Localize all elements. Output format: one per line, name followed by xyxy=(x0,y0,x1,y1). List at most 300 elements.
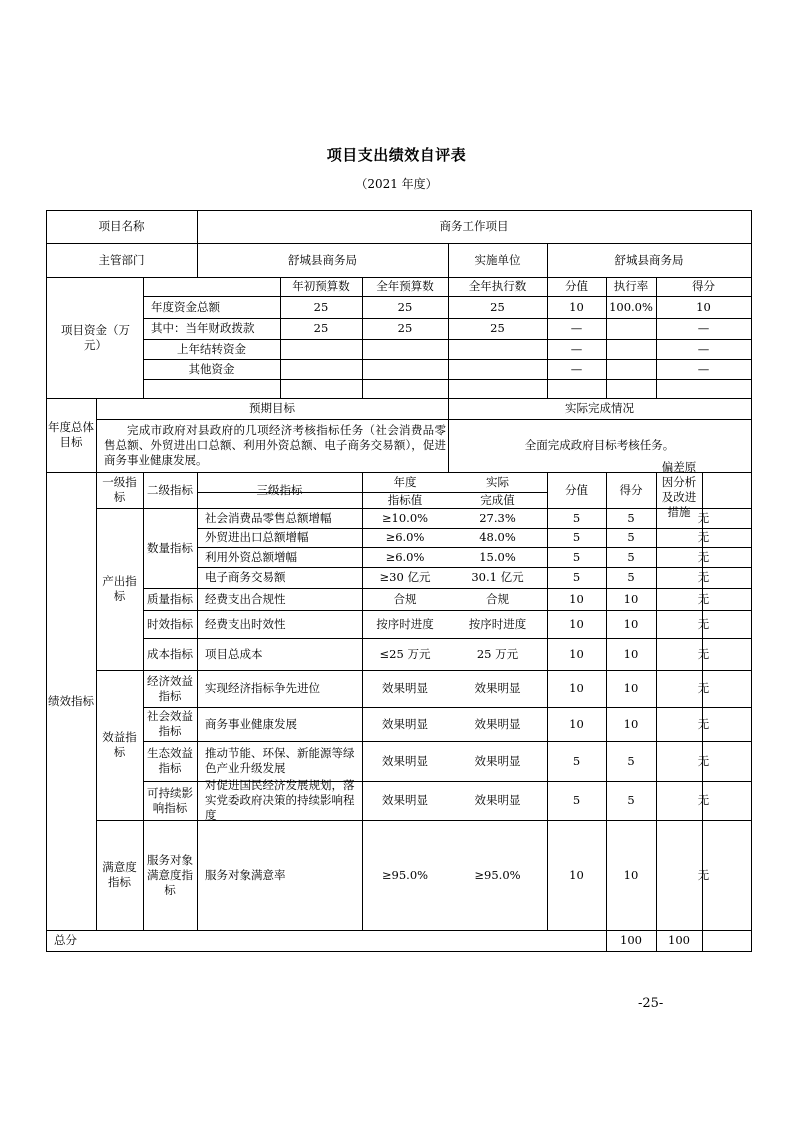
level3-cell-text: 项目总成本 xyxy=(205,646,263,661)
level2-cell xyxy=(145,820,195,930)
level1-cell-text: 满意度指标 xyxy=(102,860,137,889)
level3-cell xyxy=(199,670,360,707)
target-header-bottom-text: 指标值 xyxy=(387,492,423,507)
funds-header-2-text: 全年执行数 xyxy=(468,279,527,293)
funds-cell-text: 25 xyxy=(313,299,329,314)
funds-label xyxy=(54,277,137,398)
got-cell xyxy=(608,588,654,610)
funds-header-4 xyxy=(608,277,654,296)
got-cell xyxy=(608,508,654,528)
funds-cell-text: 10 xyxy=(696,299,711,314)
target-header-top xyxy=(364,472,446,492)
funds-row-label-text: 其中：当年财政拨款 xyxy=(151,321,255,335)
funds-row-label xyxy=(145,318,278,339)
level3-cell xyxy=(199,588,360,610)
funds-header-0 xyxy=(282,277,360,296)
level3-cell-text: 利用外资总额增幅 xyxy=(205,549,297,564)
got-cell xyxy=(608,670,654,707)
indicators-label-text: 绩效指标 xyxy=(48,693,94,708)
target-cell-text: 效果明显 xyxy=(382,681,428,695)
target-cell-text: ≥6.0% xyxy=(385,549,425,564)
table-rule xyxy=(362,277,363,399)
funds-cell xyxy=(549,339,604,359)
actual-cell xyxy=(450,781,545,820)
level1-cell xyxy=(98,508,141,670)
level2-cell-text: 可持续影响指标 xyxy=(147,785,193,815)
deviation-cell-text: 无 xyxy=(697,549,710,564)
got-cell xyxy=(608,567,654,588)
level3-cell-text: 推动节能、环保、新能源等绿色产业升级发展 xyxy=(205,746,355,775)
deviation-cell-text: 无 xyxy=(697,716,710,731)
level2-cell-text: 经济效益指标 xyxy=(147,673,193,703)
funds-cell-text: 25 xyxy=(397,321,413,335)
funds-cell xyxy=(549,296,604,318)
funds-cell xyxy=(364,339,446,359)
level3-cell xyxy=(199,741,360,781)
dept-value-text: 舒城县商务局 xyxy=(288,252,357,267)
target-cell-text: ≥6.0% xyxy=(385,530,425,544)
got-cell xyxy=(608,610,654,638)
performance-table xyxy=(46,210,751,951)
table-rule xyxy=(362,472,363,931)
document-title: 项目支出绩效自评表 xyxy=(326,146,467,164)
got-header xyxy=(608,472,654,508)
funds-header-1 xyxy=(364,277,446,296)
level2-cell xyxy=(145,508,195,588)
deviation-cell xyxy=(658,588,749,610)
deviation-header-text: 偏差原因分析及改进措施 xyxy=(661,460,697,519)
score-cell xyxy=(549,567,604,588)
funds-cell-text: — xyxy=(697,341,710,356)
actual-cell xyxy=(450,567,545,588)
level3-cell xyxy=(199,547,360,567)
target-cell xyxy=(364,610,446,638)
level3-cell xyxy=(199,707,360,741)
target-cell-text: 效果明显 xyxy=(382,753,428,768)
target-cell xyxy=(364,638,446,670)
funds-cell-text: — xyxy=(697,361,710,376)
table-rule xyxy=(448,277,449,399)
table-rule xyxy=(280,277,281,399)
funds-cell xyxy=(608,359,654,379)
funds-cell xyxy=(658,359,749,379)
deviation-cell-text: 无 xyxy=(697,646,710,661)
score-cell xyxy=(549,638,604,670)
actual-cell xyxy=(450,508,545,528)
score-cell xyxy=(549,741,604,781)
score-cell-text: 5 xyxy=(572,549,581,564)
actual-cell-text: 效果明显 xyxy=(474,681,521,695)
funds-header-3 xyxy=(549,277,604,296)
got-cell-text: 5 xyxy=(627,549,635,564)
funds-header-5 xyxy=(658,277,749,296)
funds-cell xyxy=(364,359,446,379)
deviation-cell-text: 无 xyxy=(697,591,710,606)
level2-cell-text: 生态效益指标 xyxy=(147,746,193,775)
target-cell-text: ≥10.0% xyxy=(381,510,429,525)
score-cell xyxy=(549,610,604,638)
funds-cell xyxy=(450,318,545,339)
score-cell-text: 5 xyxy=(572,570,581,584)
got-cell-text: 10 xyxy=(623,616,639,631)
actual-cell xyxy=(450,741,545,781)
actual-header-bottom-text: 完成值 xyxy=(480,492,515,507)
goals-label xyxy=(48,398,94,472)
actual-cell xyxy=(450,547,545,567)
unit-label-text: 实施单位 xyxy=(474,252,521,267)
score-cell xyxy=(549,547,604,567)
table-rule xyxy=(656,472,657,952)
got-cell-text: 10 xyxy=(623,716,639,731)
project-name-value-text: 商务工作项目 xyxy=(439,219,509,233)
total-got-text: 100 xyxy=(668,933,690,947)
funds-header-1-text: 全年预算数 xyxy=(376,279,434,293)
level2-header-text: 二级指标 xyxy=(147,482,193,497)
deviation-cell xyxy=(658,610,749,638)
dept-label xyxy=(48,243,195,277)
funds-header-2 xyxy=(450,277,545,296)
funds-cell xyxy=(450,296,545,318)
target-header-top-text: 年度 xyxy=(393,474,417,489)
funds-cell xyxy=(364,296,446,318)
level2-cell xyxy=(145,638,195,670)
level3-cell-text: 商务事业健康发展 xyxy=(205,716,297,731)
funds-cell xyxy=(608,339,654,359)
level3-cell xyxy=(199,638,360,670)
actual-result-label xyxy=(450,398,749,419)
actual-cell xyxy=(450,707,545,741)
level3-cell-text: 实现经济指标争先进位 xyxy=(205,681,320,695)
actual-header-top-text: 实际 xyxy=(486,474,509,489)
level3-cell-text: 经费支出合规性 xyxy=(205,591,286,606)
funds-cell xyxy=(282,296,360,318)
funds-cell-text: 25 xyxy=(490,321,505,335)
project-name-label-text: 项目名称 xyxy=(98,219,145,233)
table-right-border xyxy=(751,210,752,952)
got-cell-text: 5 xyxy=(627,510,635,525)
level2-cell-text: 数量指标 xyxy=(147,540,193,555)
level2-cell xyxy=(145,707,195,741)
target-cell-text: ≤25 万元 xyxy=(379,646,431,661)
got-cell xyxy=(608,781,654,820)
funds-row-label xyxy=(145,359,278,379)
actual-cell xyxy=(450,670,545,707)
score-cell-text: 5 xyxy=(572,510,581,525)
got-cell-text: 10 xyxy=(623,867,639,882)
funds-row-label xyxy=(145,339,278,359)
score-header xyxy=(549,472,604,508)
deviation-cell-text: 无 xyxy=(697,616,710,631)
target-cell xyxy=(364,508,446,528)
target-cell-text: 效果明显 xyxy=(382,716,428,731)
actual-header-bottom xyxy=(450,492,545,508)
deviation-cell xyxy=(658,820,749,930)
target-cell-text: 按序时进度 xyxy=(376,616,434,631)
level3-cell-text: 服务对象满意率 xyxy=(205,867,286,882)
target-cell-text: 合规 xyxy=(393,591,417,606)
unit-value xyxy=(549,243,749,277)
got-cell-text: 10 xyxy=(623,591,639,606)
deviation-cell xyxy=(658,567,749,588)
deviation-cell-text: 无 xyxy=(697,793,710,807)
deviation-header xyxy=(658,460,700,519)
deviation-cell xyxy=(658,741,749,781)
level3-cell-text: 外贸进出口总额增幅 xyxy=(205,530,309,544)
level2-cell xyxy=(145,741,195,781)
funds-cell-text: — xyxy=(570,361,583,376)
level3-cell xyxy=(199,528,360,547)
level3-cell xyxy=(199,610,360,638)
funds-cell-text: 100.0% xyxy=(609,299,653,314)
actual-cell-text: 效果明显 xyxy=(474,716,521,731)
dept-value xyxy=(199,243,446,277)
table-rule xyxy=(547,277,548,399)
table-rule xyxy=(448,243,449,278)
score-header-text: 分值 xyxy=(565,482,588,497)
target-cell-text: ≥95.0% xyxy=(381,867,429,882)
level2-cell-text: 社会效益指标 xyxy=(147,709,193,738)
expected-goal-label-text: 预期目标 xyxy=(249,401,295,415)
actual-result-text-text: 全面完成政府目标考核任务。 xyxy=(524,438,675,452)
funds-cell xyxy=(658,339,749,359)
funds-cell-text: 10 xyxy=(569,299,584,314)
level3-cell xyxy=(199,778,360,822)
table-left-border xyxy=(46,210,47,952)
actual-header-top xyxy=(450,472,545,492)
target-cell xyxy=(364,528,446,547)
got-cell-text: 5 xyxy=(627,530,635,544)
target-cell-text: ≥30 亿元 xyxy=(379,570,431,584)
actual-result-text xyxy=(450,419,749,472)
expected-goal-label xyxy=(98,398,446,419)
project-name-label xyxy=(48,210,195,243)
score-cell-text: 5 xyxy=(572,753,581,768)
level2-cell-text: 成本指标 xyxy=(147,646,193,661)
funds-cell-text: — xyxy=(697,321,710,335)
got-cell xyxy=(608,741,654,781)
target-header-bottom xyxy=(364,492,446,508)
level1-cell xyxy=(98,820,141,930)
level2-cell-text: 质量指标 xyxy=(147,591,193,606)
goals-label-text: 年度总体目标 xyxy=(48,420,94,449)
level1-header-text: 一级指标 xyxy=(102,475,137,504)
score-cell-text: 10 xyxy=(569,867,584,882)
actual-cell-text: 25 万元 xyxy=(476,646,519,661)
target-cell xyxy=(364,781,446,820)
actual-cell-text: 按序时进度 xyxy=(468,616,527,631)
target-cell xyxy=(364,707,446,741)
actual-cell-text: 27.3% xyxy=(479,510,516,525)
level2-cell xyxy=(145,588,195,610)
score-cell xyxy=(549,781,604,820)
score-cell-text: 10 xyxy=(569,716,584,731)
level2-header xyxy=(145,472,195,508)
funds-cell xyxy=(450,359,545,379)
score-cell xyxy=(549,820,604,930)
level2-cell xyxy=(145,610,195,638)
funds-cell xyxy=(450,339,545,359)
got-cell-text: 5 xyxy=(627,753,635,768)
total-label xyxy=(48,930,545,951)
score-cell xyxy=(549,707,604,741)
funds-cell xyxy=(658,318,749,339)
score-cell xyxy=(549,508,604,528)
level2-cell xyxy=(145,670,195,707)
score-cell xyxy=(549,528,604,547)
level1-cell-text: 效益指标 xyxy=(102,730,137,759)
expected-goal-text-text: 完成市政府对县政府的几项经济考核指标任务（社会消费品零售总额、外贸进出口总额、利用外资总额、电子商务交易额），促进商务事业健康发展。 xyxy=(104,423,446,467)
level2-cell-text: 服务对象满意度指标 xyxy=(147,852,193,897)
funds-cell xyxy=(608,296,654,318)
level3-cell xyxy=(199,820,360,930)
got-cell xyxy=(608,547,654,567)
actual-cell xyxy=(450,820,545,930)
got-cell-text: 10 xyxy=(623,681,639,695)
deviation-cell-text: 无 xyxy=(697,867,710,882)
indicators-label xyxy=(48,472,94,930)
actual-cell-text: 效果明显 xyxy=(474,793,521,807)
got-cell-text: 5 xyxy=(627,793,635,807)
deviation-cell-text: 无 xyxy=(697,530,710,544)
total-score-text: 100 xyxy=(620,933,642,947)
got-cell xyxy=(608,820,654,930)
target-cell xyxy=(364,567,446,588)
target-cell xyxy=(364,670,446,707)
table-bottom-border xyxy=(46,951,752,952)
actual-cell-text: 15.0% xyxy=(479,549,516,564)
funds-cell xyxy=(282,318,360,339)
got-cell-text: 5 xyxy=(627,570,635,584)
funds-row-label-text: 其他资金 xyxy=(188,361,235,376)
funds-cell xyxy=(282,359,360,379)
got-cell xyxy=(608,638,654,670)
level3-header xyxy=(199,472,360,508)
score-cell xyxy=(549,670,604,707)
actual-cell xyxy=(450,588,545,610)
table-rule xyxy=(606,472,607,952)
target-cell-text: 效果明显 xyxy=(382,793,428,807)
funds-cell xyxy=(549,318,604,339)
level3-cell-text: 经费支出时效性 xyxy=(205,616,286,631)
funds-cell xyxy=(658,296,749,318)
level2-cell-text: 时效指标 xyxy=(147,616,193,631)
table-rule xyxy=(143,472,144,931)
funds-row-label-text: 年度资金总额 xyxy=(151,299,220,314)
deviation-cell-text: 无 xyxy=(697,510,710,525)
level3-cell xyxy=(199,567,360,588)
got-cell-text: 10 xyxy=(623,646,639,661)
actual-cell xyxy=(450,528,545,547)
level3-header-text: 三级指标 xyxy=(256,482,303,497)
page-number: -25- xyxy=(638,996,664,1011)
funds-cell-text: — xyxy=(570,321,583,335)
funds-cell xyxy=(364,318,446,339)
table-rule xyxy=(96,398,97,931)
dept-label-text: 主管部门 xyxy=(98,252,145,267)
level1-cell xyxy=(98,670,141,820)
table-rule xyxy=(143,277,144,399)
actual-result-label-text: 实际完成情况 xyxy=(565,401,634,415)
score-cell-text: 5 xyxy=(572,793,581,807)
funds-row-label xyxy=(145,296,278,318)
target-cell xyxy=(364,741,446,781)
score-cell-text: 10 xyxy=(569,616,584,631)
deviation-cell xyxy=(658,707,749,741)
funds-cell-text: — xyxy=(570,341,583,356)
funds-header-5-text: 得分 xyxy=(692,279,715,293)
table-rule xyxy=(547,243,548,278)
funds-cell-text: 25 xyxy=(397,299,413,314)
level3-cell xyxy=(199,508,360,528)
project-name-value xyxy=(199,210,749,243)
actual-cell-text: 48.0% xyxy=(479,530,516,544)
actual-cell-text: 合规 xyxy=(486,591,509,606)
total-got xyxy=(658,930,700,951)
deviation-cell-text: 无 xyxy=(697,753,710,768)
actual-cell xyxy=(450,638,545,670)
table-rule xyxy=(197,210,198,278)
deviation-cell-text: 无 xyxy=(697,681,710,695)
unit-value-text: 舒城县商务局 xyxy=(614,252,684,267)
score-cell xyxy=(549,588,604,610)
actual-cell-text: 效果明显 xyxy=(474,753,521,768)
got-cell xyxy=(608,707,654,741)
deviation-cell xyxy=(658,638,749,670)
funds-cell xyxy=(549,359,604,379)
actual-cell-text: 30.1 亿元 xyxy=(471,570,524,584)
funds-cell-text: 25 xyxy=(490,299,505,314)
level3-cell-text: 电子商务交易额 xyxy=(205,570,286,584)
funds-label-text: 项目资金（万元） xyxy=(61,322,130,352)
deviation-cell xyxy=(658,528,749,547)
level3-cell-text: 对促进国民经济发展规划，落实党委政府决策的持续影响程度 xyxy=(205,778,355,822)
got-cell xyxy=(608,528,654,547)
funds-header-0-text: 年初预算数 xyxy=(292,279,350,293)
table-rule xyxy=(606,277,607,399)
table-rule xyxy=(656,277,657,399)
target-cell xyxy=(364,588,446,610)
level1-header xyxy=(98,472,141,508)
table-rule xyxy=(547,472,548,931)
total-label-text: 总分 xyxy=(54,933,77,947)
document-subtitle: （2021 年度） xyxy=(355,177,438,191)
score-cell-text: 10 xyxy=(569,591,584,606)
got-header-text: 得分 xyxy=(619,482,643,497)
deviation-cell xyxy=(658,547,749,567)
level1-cell-text: 产出指标 xyxy=(102,574,137,603)
score-cell-text: 10 xyxy=(569,681,584,695)
score-cell-text: 5 xyxy=(572,530,581,544)
score-cell-text: 10 xyxy=(569,646,584,661)
target-cell xyxy=(364,820,446,930)
funds-cell xyxy=(608,318,654,339)
deviation-cell xyxy=(658,508,749,528)
table-rule xyxy=(448,398,449,473)
actual-cell xyxy=(450,610,545,638)
funds-header-4-text: 执行率 xyxy=(613,279,649,293)
funds-cell-text: 25 xyxy=(313,321,329,335)
funds-header-3-text: 分值 xyxy=(565,279,588,293)
level3-cell-text: 社会消费品零售总额增幅 xyxy=(205,510,332,525)
level2-cell xyxy=(145,781,195,820)
table-rule xyxy=(197,472,198,931)
unit-label xyxy=(450,243,545,277)
deviation-cell xyxy=(658,670,749,707)
expected-goal-text xyxy=(98,419,446,472)
total-score xyxy=(608,930,654,951)
actual-cell-text: ≥95.0% xyxy=(474,867,521,882)
target-cell xyxy=(364,547,446,567)
